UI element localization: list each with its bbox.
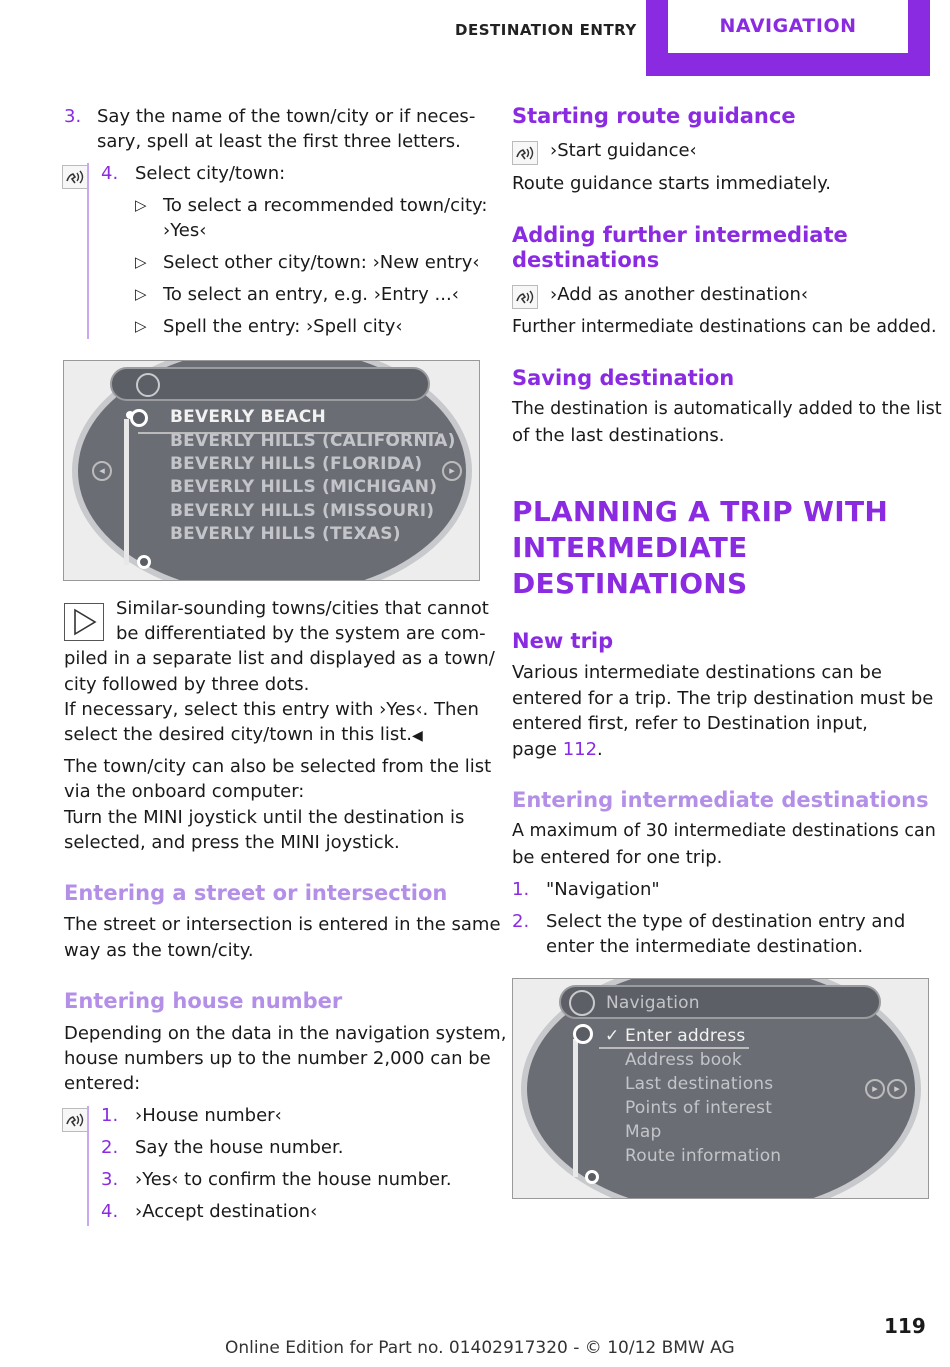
navigation-globe-icon: [569, 990, 595, 1016]
screen-list-item: BEVERLY HILLS (MISSOURI): [170, 501, 435, 521]
screen-menu-item: Map: [625, 1122, 662, 1142]
house-step-text: ›Yes‹ to confirm the house number.: [135, 1169, 452, 1190]
step-3: [64, 104, 484, 154]
step-3-line1: Say the name of the town/city or if neces-: [97, 106, 476, 127]
house-step-num: 4.: [101, 1201, 119, 1222]
triangle-bullet-icon: ▷: [135, 196, 147, 214]
street-line: way as the town/city.: [64, 940, 254, 961]
adding-text: Further intermediate destinations can be added.: [512, 317, 937, 337]
house-step: [101, 1167, 452, 1192]
start-heading: Starting route guidance: [512, 104, 796, 128]
note-line: piled in a separate list and displayed as a town/: [64, 648, 495, 669]
screen-menu-item: Last destinations: [625, 1074, 774, 1094]
step-4-num: 4.: [101, 163, 119, 184]
para-line: Turn the MINI joystick until the destination is: [64, 807, 465, 828]
house-step-num: 1.: [101, 1105, 119, 1126]
screen-menu-item: ✓ Enter address: [605, 1026, 746, 1046]
para-line: The town/city can also be selected from the list: [64, 756, 492, 777]
nav-tab: [646, 0, 930, 76]
adding-heading: Adding further intermediate: [512, 223, 848, 247]
newtrip-line: entered for a trip. The trip destination must be: [512, 688, 934, 709]
newtrip-line: entered first, refer to Destination input,: [512, 713, 868, 734]
screen-title: Navigation: [606, 993, 700, 1013]
sub-item-line1: To select a recommended town/city:: [163, 195, 488, 216]
start-text: Route guidance starts immediately.: [512, 173, 831, 194]
house-line: house numbers up to the number 2,000 can be: [64, 1048, 491, 1069]
right-arrow-icon: ▸: [865, 1079, 885, 1099]
screen-menu-item: Route information: [625, 1146, 782, 1166]
note-icon: [64, 603, 104, 641]
entering-line: be entered for one trip.: [512, 847, 723, 868]
saving-line: of the last destinations.: [512, 425, 725, 446]
note-line: Similar-sounding towns/cities that cannot: [116, 598, 489, 619]
house-line: entered:: [64, 1073, 141, 1094]
start-command: ›Start guidance‹: [550, 140, 697, 161]
house-step-text: ›House number‹: [135, 1105, 282, 1126]
note-line: If necessary, select this entry with ›Yes‹. Then: [64, 699, 479, 720]
sub-item-line1: Spell the entry: ›Spell city‹: [163, 316, 403, 337]
entering-step-text: "Navigation": [546, 879, 660, 900]
screen-list-item: BEVERLY HILLS (MICHIGAN): [170, 477, 438, 497]
newtrip-heading: New trip: [512, 629, 614, 653]
sub-item-line1: Select other city/town: ›New entry‹: [163, 252, 480, 273]
entering-step-num: 2.: [512, 911, 530, 932]
triangle-bullet-icon: ▷: [135, 285, 147, 303]
entering-step: [512, 909, 932, 959]
screen-menu-item: Address book: [625, 1050, 742, 1070]
edition-note: Online Edition for Part no. 01402917320 - © 10/12 BMW AG: [225, 1338, 735, 1358]
voice-command-icon: [512, 141, 538, 165]
street-heading: Entering a street or intersection: [64, 881, 448, 905]
house-step: [101, 1103, 282, 1128]
adding-heading: destinations: [512, 248, 660, 272]
step-3-line2: sary, spell at least the first three letters.: [97, 131, 461, 152]
street-line: The street or intersection is entered in the same: [64, 914, 501, 935]
right-arrow-icon: ▸: [887, 1079, 907, 1099]
page-suffix: .: [597, 739, 603, 760]
end-mark-icon: ◀: [412, 728, 423, 744]
voice-command-icon: [62, 165, 88, 189]
voice-command-icon: [512, 285, 538, 309]
house-step-text: Say the house number.: [135, 1137, 344, 1158]
page-prefix: page: [512, 739, 563, 760]
note-line: be differentiated by the system are com-: [116, 623, 486, 644]
sub-item: [135, 282, 495, 307]
house-line: Depending on the data in the navigation system,: [64, 1023, 507, 1044]
planning-heading: DESTINATIONS: [512, 567, 748, 600]
entering-step: [512, 877, 660, 902]
step-4: [101, 161, 491, 186]
screen-list-item: BEVERLY HILLS (TEXAS): [170, 524, 401, 544]
sub-item: [135, 250, 495, 275]
screen-menu-item: Points of interest: [625, 1098, 773, 1118]
sub-item-line1: To select an entry, e.g. ›Entry ...‹: [163, 284, 459, 305]
screen-list-item: BEVERLY BEACH: [170, 407, 326, 427]
screen-list-item: BEVERLY HILLS (CALIFORNIA): [170, 431, 456, 451]
entering-step-line1: Select the type of destination entry and: [546, 911, 906, 932]
right-arrow-icon: ▸: [442, 461, 462, 481]
planning-heading: INTERMEDIATE: [512, 531, 748, 564]
city-list-screenshot: [63, 360, 480, 581]
user-icon: [136, 373, 160, 397]
triangle-bullet-icon: ▷: [135, 253, 147, 271]
house-step-text: ›Accept destination‹: [135, 1201, 318, 1222]
page-number: 119: [884, 1314, 926, 1338]
entering-step-line2: enter the intermediate destination.: [546, 936, 864, 957]
note-last-line: [64, 722, 423, 749]
left-arrow-icon: ◂: [92, 461, 112, 481]
sub-item: [135, 314, 495, 339]
step-4-text: Select city/town:: [135, 163, 286, 184]
note-line: city followed by three dots.: [64, 674, 310, 695]
step-3-num: 3.: [64, 106, 82, 127]
newtrip-line: Various intermediate destinations can be: [512, 662, 882, 683]
newtrip-page-line: [512, 737, 603, 762]
para-line: selected, and press the MINI joystick.: [64, 832, 400, 853]
entering-line: A maximum of 30 intermediate destinations can: [512, 821, 936, 841]
saving-line: The destination is automatically added to the list: [512, 399, 942, 419]
house-step-num: 3.: [101, 1169, 119, 1190]
entering-heading: Entering intermediate destinations: [512, 788, 929, 812]
voice-bar-1: [87, 163, 89, 339]
navigation-menu-screenshot: [512, 978, 929, 1199]
saving-heading: Saving destination: [512, 366, 735, 390]
adding-command: ›Add as another destination‹: [550, 284, 809, 305]
section-title: DESTINATION ENTRY: [455, 21, 637, 39]
para-line: via the onboard computer:: [64, 781, 305, 802]
voice-command-icon: [62, 1108, 88, 1132]
house-heading: Entering house number: [64, 989, 343, 1013]
note-line: select the desired city/town in this list.: [64, 724, 413, 745]
sub-item: [135, 193, 495, 243]
screen-list-item: BEVERLY HILLS (FLORIDA): [170, 454, 423, 474]
page-link[interactable]: 112: [562, 739, 598, 760]
house-step: [101, 1199, 317, 1224]
triangle-bullet-icon: ▷: [135, 317, 147, 335]
planning-heading: PLANNING A TRIP WITH: [512, 495, 889, 528]
nav-tab-label: NAVIGATION: [719, 15, 857, 37]
sub-item-line2: ›Yes‹: [163, 220, 207, 241]
house-step: [101, 1135, 343, 1160]
entering-step-num: 1.: [512, 879, 530, 900]
house-step-num: 2.: [101, 1137, 119, 1158]
